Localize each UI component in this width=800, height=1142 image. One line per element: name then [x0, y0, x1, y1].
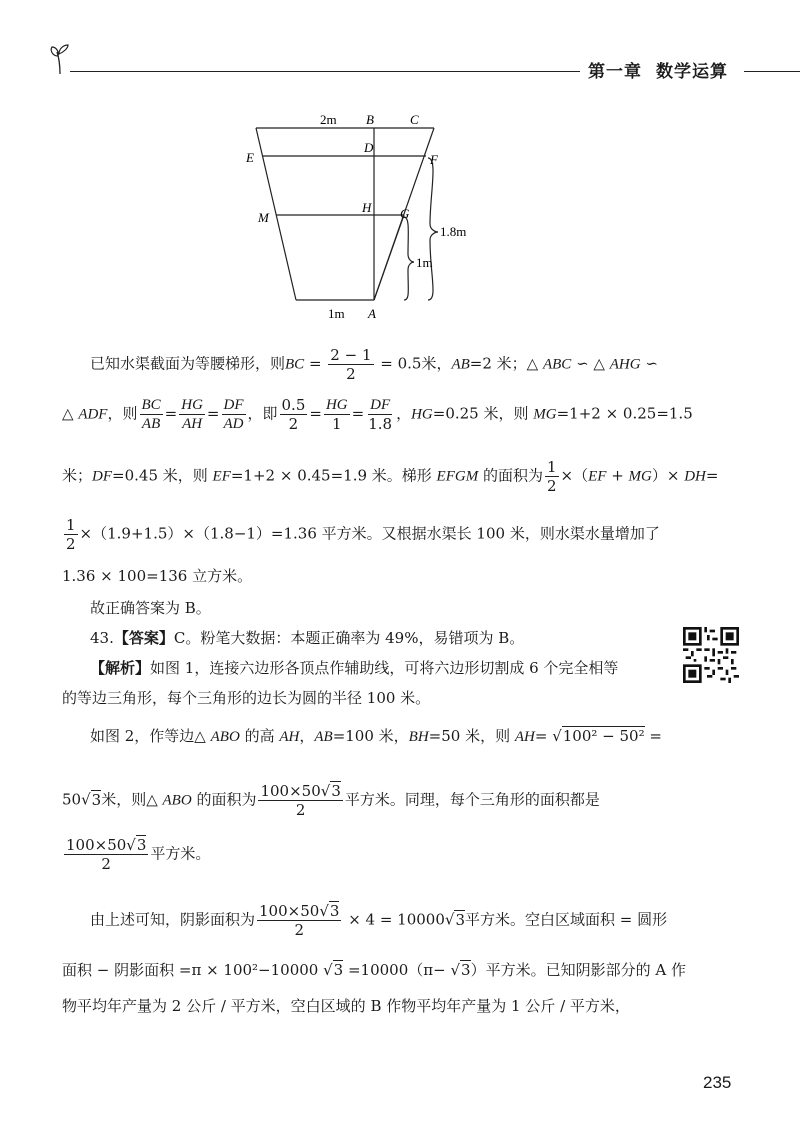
text-line-last: 物平均年产量为 2 公斤 / 平方米，空白区域的 B 作物平均年产量为 1 公斤 / 平方米， [62, 997, 630, 1015]
leaf-icon [48, 44, 72, 76]
analysis-line-1: 【解析】如图 1，连接六边形各顶点作辅助线，可将六边形切割成 6 个完全相等 [90, 659, 619, 677]
label-H: H [362, 200, 372, 215]
chapter-label: 第一章 [588, 62, 642, 82]
text-line-5: 1.36 × 100=136 立方米。 [62, 567, 253, 585]
analysis-line-2: 的等边三角形，每个三角形的边长为圆的半径 100 米。 [62, 689, 431, 707]
chapter-title: 数学运算 [656, 62, 728, 82]
answer-43: 43.【答案】C。粉笔大数据：本题正确率为 49%，易错项为 B。 [90, 629, 525, 647]
text-line-shade: 由上述可知，阴影面积为 $\frac{100\times 50√3}{2}$ × 4 = 10000√3平方米。空白区域面积 = 圆形 [90, 902, 668, 939]
label-top-length: 2m [320, 112, 337, 127]
label-height-lower: 1m [416, 255, 433, 270]
label-C: C [410, 112, 419, 127]
text-line-area: 50√3米，则△ ABO 的面积为 $\frac{100\times 50√3}{2}$ 平方米。同理，每个三角形的面积都是 [62, 782, 600, 819]
text-line-blank: 面积 − 阴影面积 =π × 100²−10000 √3 =10000（π− √3）平方米。已知阴影部分的 A 作 [62, 961, 686, 979]
header-title [588, 57, 742, 82]
page-number: 235 [703, 1073, 732, 1092]
label-A: A [368, 306, 376, 321]
text-line-3: 米；DF=0.45 米，则 EF=1+2 × 0.45=1.9 米。梯形 EFGM 的面积为 $\frac{1}{2}$ ×（EF + MG）× DH= [62, 458, 719, 495]
label-bottom-length: 1m [328, 306, 345, 321]
text-line-2: △ ADF，则 $\frac{BC}{AB}$ = $\frac{HG}{AH}$ = $\frac{DF}{AD}$ ，即 $\frac{0.5}{2}$ = $\frac{HG}{1}$ = $\frac{DF}{1.8}$ ，HG=0.25 米，则 MG=1+2 × 0.25=1.5 [62, 396, 693, 433]
label-G: G [400, 206, 410, 221]
text-line-area2: $\frac{100\times 50√3}{2}$ 平方米。 [66, 836, 211, 873]
label-height-total: 1.8m [440, 224, 467, 239]
header-rule-left [70, 71, 580, 72]
label-F: F [430, 152, 438, 167]
trapezoid-figure [240, 104, 500, 324]
label-M: M [258, 210, 269, 225]
label-D: D [364, 140, 374, 155]
text-line-4: $\frac{1}{2}$ ×（1.9+1.5）×（1.8−1）=1.36 平方米。又根据水渠长 100 米，则水渠水量增加了 [66, 516, 660, 553]
text-line-1: 已知水渠截面为等腰梯形，则BC = $\frac{2 - 1}{2}$ = 0.5米，AB=2 米；△ ABC ∽ △ AHG ∽ [90, 346, 658, 383]
label-B: B [366, 112, 374, 127]
text-line-fig2: 如图 2，作等边△ ABO 的高 AH，AB=100 米，BH=50 米，则 AH= √100² − 50² = [90, 727, 662, 745]
text-line-6: 故正确答案为 B。 [90, 599, 211, 617]
qr-code-icon[interactable] [683, 627, 739, 683]
header-rule-right [744, 71, 800, 72]
label-E: E [246, 150, 254, 165]
